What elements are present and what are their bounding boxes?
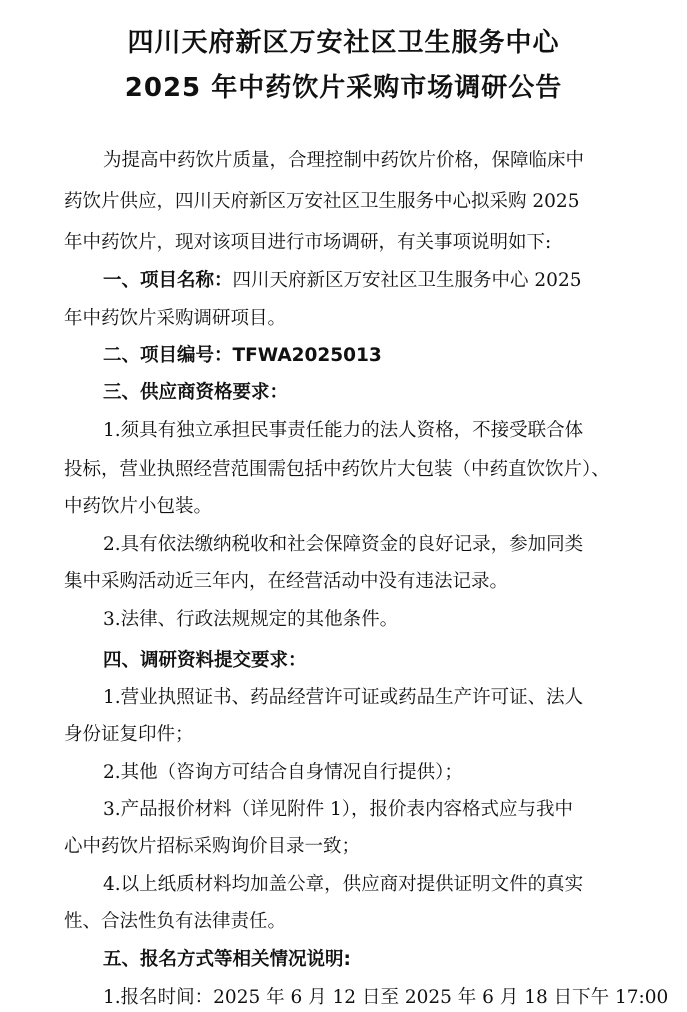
- intro-line: 药饮片供应，四川天府新区万安社区卫生服务中心拟采购 2025: [64, 191, 580, 212]
- qualification-item-3: 3.法律、行政法规规定的其他条件。: [103, 609, 399, 630]
- materials-item-3-line: 3.产品报价材料（详见附件 1），报价表内容格式应与我中: [103, 799, 574, 820]
- document-title-line-1: 四川天府新区万安社区卫生服务中心: [127, 28, 560, 58]
- qualification-item-2-line: 2.具有依法缴纳税收和社会保障资金的良好记录，参加同类: [103, 534, 584, 555]
- qualification-item-1-line: 中药饮片小包装。: [64, 496, 213, 517]
- section-heading-registration: 五、报名方式等相关情况说明:: [103, 949, 351, 970]
- materials-item-2: 2.其他（咨询方可结合自身情况自行提供）；: [103, 762, 463, 783]
- document-title-line-2: 2025 年中药饮片采购市场调研公告: [124, 73, 563, 103]
- registration-time: 1.报名时间：2025 年 6 月 12 日至 2025 年 6 月 18 日下午 17:00: [103, 987, 669, 1008]
- section-heading-materials: 四、调研资料提交要求：: [103, 650, 307, 671]
- materials-item-4-line: 4.以上纸质材料均加盖公章，供应商对提供证明文件的真实: [103, 874, 584, 895]
- materials-item-1-line: 身份证复印件；: [64, 724, 194, 745]
- intro-line: 年中药饮片，现对该项目进行市场调研，有关事项说明如下:: [64, 232, 552, 253]
- materials-item-3-line: 心中药饮片招标采购询价目录一致；: [64, 836, 361, 857]
- project-number-value: TFWA2025013: [232, 345, 382, 366]
- materials-item-4-line: 性、合法性负有法律责任。: [64, 911, 287, 932]
- project-name-label: 一、项目名称：: [103, 270, 233, 291]
- intro-line: 为提高中药饮片质量，合理控制中药饮片价格，保障临床中: [103, 150, 585, 171]
- project-name-continuation: 年中药饮片采购调研项目。: [64, 308, 287, 329]
- materials-item-1-line: 1.营业执照证书、药品经营许可证或药品生产许可证、法人: [103, 687, 584, 708]
- section-project-number: [103, 343, 382, 369]
- section-heading-qualifications: 三、供应商资格要求：: [103, 382, 289, 403]
- project-number-label: 二、项目编号：: [103, 345, 233, 366]
- project-name-value: 四川天府新区万安社区卫生服务中心 2025: [232, 270, 582, 291]
- qualification-item-1-line: 1.须具有独立承担民事责任能力的法人资格，不接受联合体: [103, 420, 584, 441]
- qualification-item-2-line: 集中采购活动近三年内，在经营活动中没有违法记录。: [64, 571, 509, 592]
- qualification-item-1-line: 投标，营业执照经营范围需包括中药饮片大包装（中药直饮饮片）、: [64, 459, 610, 480]
- project-name-line: [103, 268, 581, 294]
